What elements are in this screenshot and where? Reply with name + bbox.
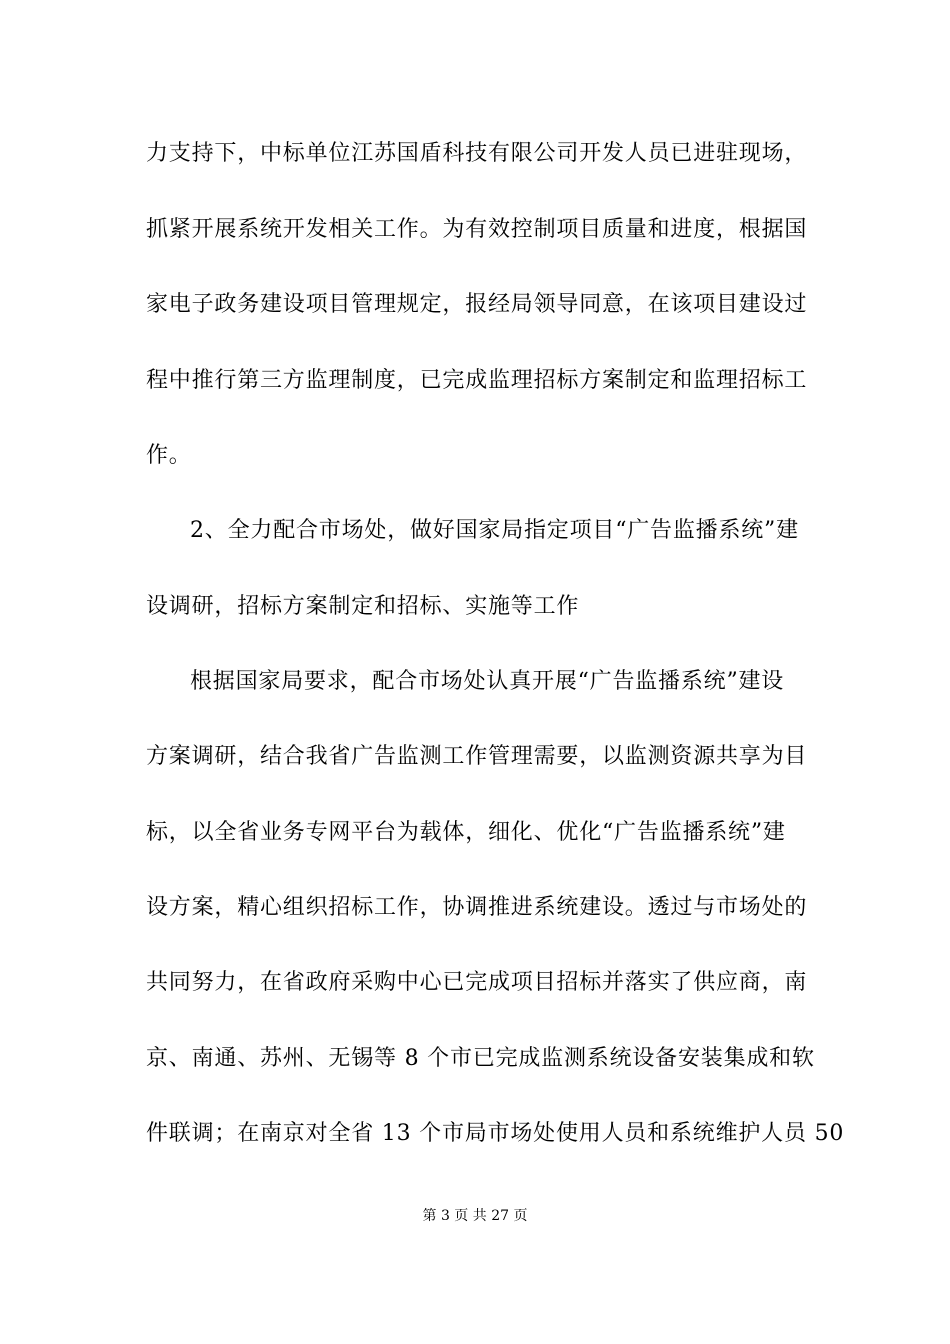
text-line: 件联调；在南京对全省 13 个市局市场处使用人员和系统维护人员 50 (146, 1121, 845, 1146)
text-line: 共同努力，在省政府采购中心已完成项目招标并落实了供应商，南 (146, 970, 808, 995)
section-heading-line: 2、全力配合市场处，做好国家局指定项目“广告监播系统”建 (190, 518, 799, 543)
text-line: 标，以全省业务专网平台为载体，细化、优化“广告监播系统”建 (146, 820, 786, 845)
text-line: 根据国家局要求，配合市场处认真开展“广告监播系统”建设 (190, 669, 785, 694)
text-line: 作。 (146, 443, 192, 468)
text-line: 设方案，精心组织招标工作，协调推进系统建设。透过与市场处的 (146, 895, 808, 920)
text-line: 方案调研，结合我省广告监测工作管理需要，以监测资源共享为目 (146, 744, 808, 769)
text-line: 程中推行第三方监理制度，已完成监理招标方案制定和监理招标工 (146, 368, 808, 393)
text-line: 京、南通、苏州、无锡等 8 个市已完成监测系统设备安装集成和软 (146, 1046, 815, 1071)
text-line: 家电子政务建设项目管理规定，报经局领导同意，在该项目建设过 (146, 292, 808, 317)
page-footer: 第 3 页 共 27 页 (422, 1208, 528, 1224)
section-heading-line: 设调研，招标方案制定和招标、实施等工作 (146, 594, 580, 619)
text-line: 抓紧开展系统开发相关工作。为有效控制项目质量和进度，根据国 (146, 217, 808, 242)
text-line: 力支持下，中标单位江苏国盾科技有限公司开发人员已进驻现场， (146, 141, 808, 166)
